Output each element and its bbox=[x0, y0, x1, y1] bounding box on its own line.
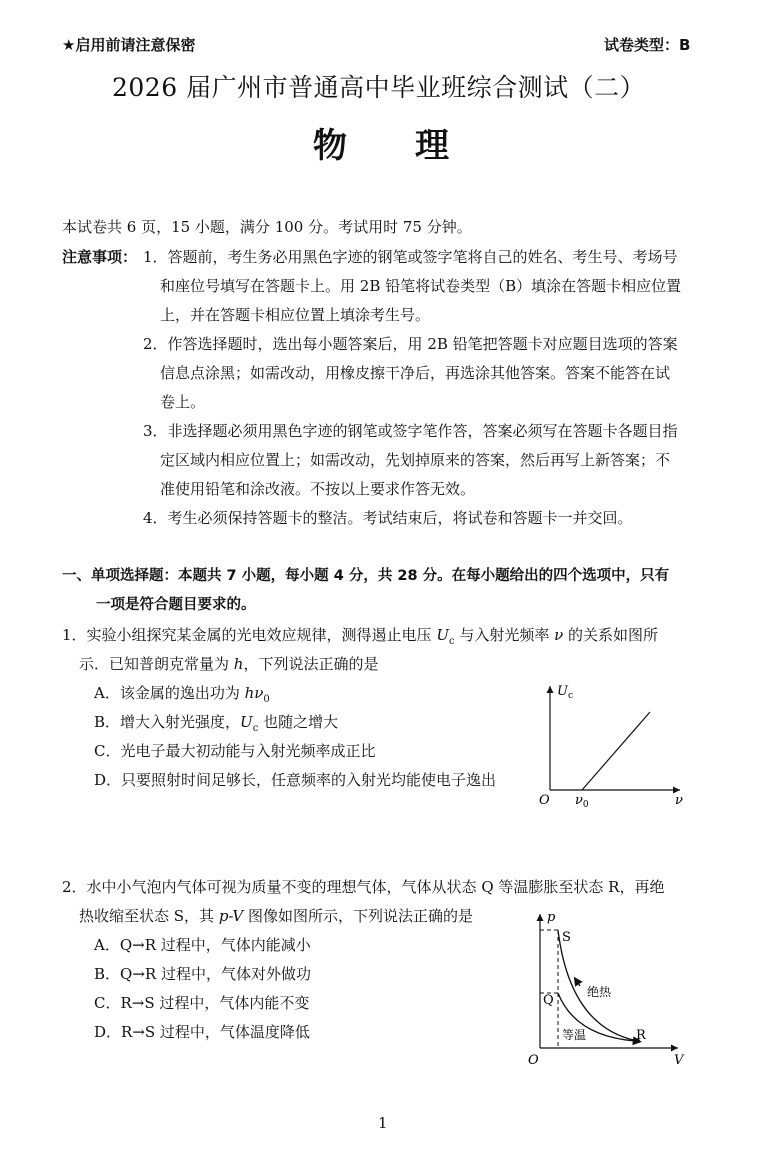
q1-origin-label: O bbox=[539, 793, 550, 808]
subject-title: 物 理 bbox=[313, 126, 449, 166]
note-2-line-2: 信息点涂黑；如需改动，用橡皮擦干净后，再选涂其他答案。答案不能答在试 bbox=[160, 364, 671, 382]
q2-state-q-label: Q bbox=[543, 993, 554, 1008]
note-1-line-1: 1．答题前，考生务必用黑色字迹的钢笔或签字笔将自己的姓名、考生号、考场号 bbox=[143, 248, 678, 266]
q2-isothermal-label: 等温 bbox=[562, 1028, 587, 1042]
notes-label: 注意事项： bbox=[62, 248, 138, 266]
q1-x-label: ν bbox=[675, 793, 683, 808]
note-1-line-3: 上，并在答题卡相应位置上填涂考生号。 bbox=[160, 306, 431, 324]
q2-option-c: C．R→S 过程中，气体内能不变 bbox=[94, 994, 310, 1012]
q1-graph bbox=[530, 678, 690, 810]
confidential-notice: ★启用前请注意保密 bbox=[62, 36, 196, 54]
q1-y-label: $U_c$ bbox=[557, 684, 574, 701]
q2-state-s-label: S bbox=[562, 930, 571, 945]
note-3-line-3: 准使用铅笔和涂改液。不按以上要求作答无效。 bbox=[160, 480, 476, 498]
note-3-line-2: 定区域内相应位置上；如需改动，先划掉原来的答案，然后再写上新答案；不 bbox=[160, 451, 671, 469]
q2-state-r-label: R bbox=[636, 1028, 646, 1043]
note-3-line-1: 3．非选择题必须用黑色字迹的钢笔或签字笔作答，答案必须写在答题卡各题目指 bbox=[143, 422, 678, 440]
page-number: 1 bbox=[378, 1114, 388, 1132]
q2-adiabatic-label: 绝热 bbox=[587, 985, 612, 999]
q2-origin-label: O bbox=[528, 1053, 539, 1068]
q1-stopping-voltage-line bbox=[582, 712, 650, 790]
q1-stem-line-2: 示．已知普朗克常量为 h，下列说法正确的是 bbox=[79, 655, 379, 673]
q1-stem-voltage-symbol: U bbox=[436, 626, 449, 644]
q2-option-a: A．Q→R 过程中，气体内能减小 bbox=[94, 936, 311, 954]
q2-stem-line-1: 2．水中小气泡内气体可视为质量不变的理想气体，气体从状态 Q 等温膨胀至状态 R，再绝 bbox=[62, 878, 665, 896]
note-1-line-2: 和座位号填写在答题卡上。用 2B 铅笔将试卷类型（B）填涂在答题卡相应位置 bbox=[160, 277, 682, 295]
exam-intro: 本试卷共 6 页，15 小题，满分 100 分。考试用时 75 分钟。 bbox=[62, 218, 472, 236]
paper-type: 试卷类型：B bbox=[604, 36, 691, 54]
q2-adiabatic-arrow bbox=[576, 980, 580, 986]
q1-option-d: D．只要照射时间足够长，任意频率的入射光均能使电子逸出 bbox=[94, 771, 497, 789]
q1-option-a: A．该金属的逸出功为 $h\nu_0$ bbox=[94, 684, 270, 705]
q1-stem-frequency-symbol: ν bbox=[554, 626, 564, 644]
q2-stem-line-2: 热收缩至状态 S，其 p-V 图像如图所示，下列说法正确的是 bbox=[79, 907, 474, 925]
q2-option-b: B．Q→R 过程中，气体对外做功 bbox=[94, 965, 311, 983]
q2-option-d: D．R→S 过程中，气体温度降低 bbox=[94, 1023, 310, 1041]
note-2-line-1: 2．作答选择题时，选出每小题答案后，用 2B 铅笔把答题卡对应题目选项的答案 bbox=[143, 335, 678, 353]
note-4-line-1: 4．考生必须保持答题卡的整洁。考试结束后，将试卷和答题卡一并交回。 bbox=[143, 509, 633, 527]
q2-v-label: V bbox=[674, 1053, 684, 1068]
section-1-heading: 一、单项选择题：本题共 7 小题，每小题 4 分，共 28 分。在每小题给出的四个选项中，只有 bbox=[62, 568, 670, 584]
note-2-line-3: 卷上。 bbox=[160, 393, 206, 411]
q1-option-b: B．增大入射光强度，$U_c$ 也随之增大 bbox=[94, 713, 339, 734]
section-1-heading-cont: 一项是符合题目要求的。 bbox=[96, 597, 256, 613]
exam-title: 2026 届广州市普通高中毕业班综合测试（二） bbox=[112, 73, 646, 102]
q1-option-c: C．光电子最大初动能与入射光频率成正比 bbox=[94, 742, 376, 760]
q2-pv-graph bbox=[520, 908, 690, 1073]
q1-stem-line-1: 1．实验小组探究某金属的光电效应规律，测得遏止电压 $U_c$ 与入射光频率 ν 的关系如图所 bbox=[62, 626, 659, 647]
q2-p-label: p bbox=[547, 910, 556, 925]
q1-threshold-label: $\nu_0$ bbox=[575, 793, 589, 810]
